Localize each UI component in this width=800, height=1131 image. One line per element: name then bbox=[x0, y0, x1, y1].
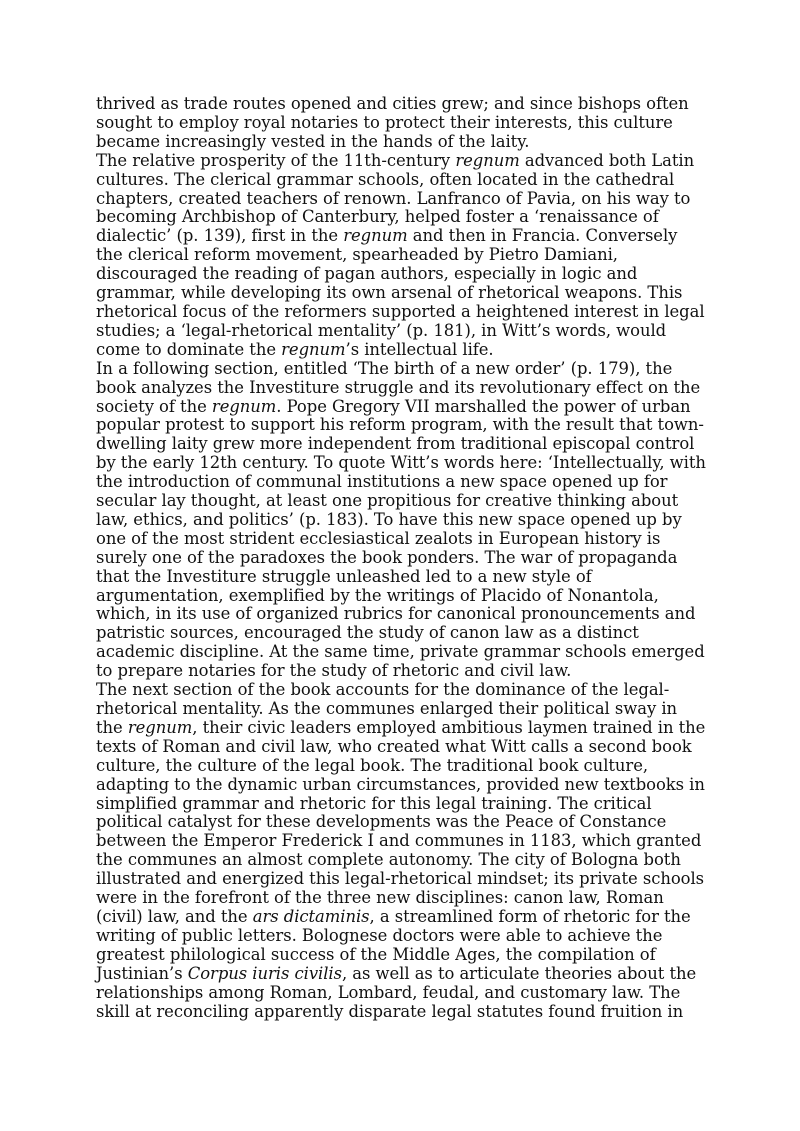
paragraph-text: . Pope Gregory VII marshalled the power of urban popular protest to support his reform program, with the result that town-dwelling laity grew more independent from traditional episcopal control by the early 12th century. To quote Witt’s words here: ‘Intellectually, with the introduction of communal institutions a new space opened up for secular lay thought, at least one propitious for creative thinking about law, ethics, and politics’ (p. 183). To have this new space opened up by one of the most strident ecclesiastical zealots in European history is surely one of the paradoxes the book ponders. The war of propaganda that the Investiture struggle unleashed led to a new style of argumentation, exemplified by the writings of Placido of Nonantola, which, in its use of organized rubrics for canonical pronouncements and patristic sources, encouraged the study of canon law as a distinct academic discipline. At the same time, private grammar schools emerged to prepare notaries for the study of rhetoric and civil law. bbox=[96, 396, 706, 681]
italic-text: regnum bbox=[455, 150, 520, 170]
paragraph-text: , their civic leaders employed ambitious laymen trained in the texts of Roman and civil law, who created what Witt calls a second book culture, the culture of the legal book. The traditional book culture, adapting to the dynamic urban circumstances, provided new textbooks in simplified grammar and rhetoric for this legal training. The critical political catalyst for these developments was the Peace of Constance between the Emperor Frederick I and communes in 1183, which granted the communes an almost complete autonomy. The city of Bologna both illustrated and energized this legal-rhetorical mindset; its private schools were in the forefront of the three new disciplines: canon law, Roman (civil) law, and the bbox=[96, 717, 706, 926]
italic-text: regnum bbox=[343, 226, 408, 246]
italic-text: regnum bbox=[281, 339, 346, 359]
paragraph-text: and then in Francia. Conversely the clerical reform movement, spearheaded by Pietro Damiani, discouraged the reading of pagan authors, especially in logic and grammar, while developing its own arsenal of rhetorical weapons. This rhetorical focus of the reformers supported a heightened interest in legal studies; a ‘legal-rhetorical mentality’ (p. 181), in Witt’s words, would come to dominate the bbox=[96, 226, 705, 359]
body-paragraph bbox=[96, 95, 706, 152]
paragraph-text: The next section of the book accounts for the dominance of the legal-rhetorical mentality. As the communes enlarged their political sway in the bbox=[96, 680, 678, 737]
paragraph-text: ’s intellectual life. bbox=[345, 339, 494, 359]
body-paragraph bbox=[96, 360, 706, 681]
document-body bbox=[96, 95, 706, 1021]
body-paragraph bbox=[96, 681, 706, 1021]
italic-text: regnum bbox=[211, 396, 277, 416]
paragraph-text: advanced both Latin cultures. The clerical grammar schools, often located in the cathedral chapters, created teachers of renown. Lanfranco of Pavia, on his way to becoming Archbishop of Canterbury, helped foster a ‘renaissance of dialectic’ (p. 139), first in the bbox=[96, 150, 695, 246]
italic-text: ars dictaminis bbox=[252, 906, 370, 926]
italic-text: regnum bbox=[127, 717, 193, 737]
paragraph-text: , a streamlined form of rhetoric for the writing of public letters. Bolognese doctors were able to achieve the greatest philological success of the Middle Ages, the compilation of Justinian’s bbox=[96, 906, 691, 983]
body-paragraph bbox=[96, 152, 706, 360]
paragraph-text: thrived as trade routes opened and cities grew; and since bishops often sought to employ royal notaries to protect their interests, this culture became increasingly vested in the hands of the laity. bbox=[96, 94, 689, 151]
paragraph-text: The relative prosperity of the 11th-century bbox=[96, 150, 456, 170]
paragraph-text: In a following section, entitled ‘The birth of a new order’ (p. 179), the book analyzes the Investiture struggle and its revolutionary effect on the society of the bbox=[96, 358, 701, 416]
italic-text: Corpus iuris civilis bbox=[187, 963, 342, 983]
paragraph-text: , as well as to articulate theories about the relationships among Roman, Lombard, feudal, and customary law. The skill at reconciling apparently disparate legal statutes found fruition in bbox=[96, 963, 697, 1021]
